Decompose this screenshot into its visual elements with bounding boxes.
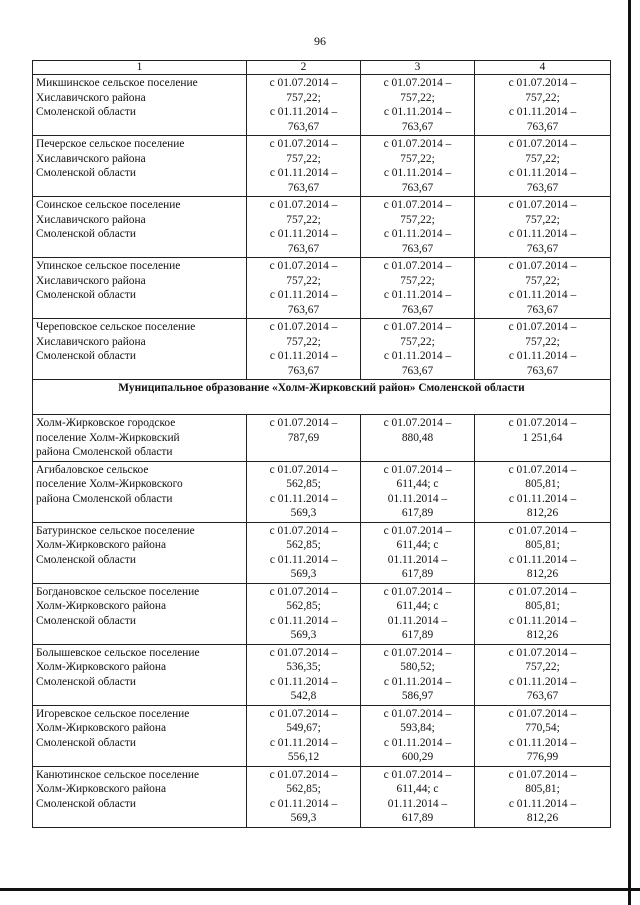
cell-line: 757,22; — [286, 274, 321, 287]
tariff-col-4 — [475, 705, 611, 766]
cell-line: с 01.11.2014 – — [508, 106, 577, 118]
cell-line: с 01.07.2014 – — [508, 199, 577, 211]
tariff-col-2 — [247, 766, 361, 827]
cell-line: 812,26 — [526, 568, 559, 580]
cell-line: 569,3 — [290, 812, 317, 824]
cell-line: с 01.11.2014 – — [508, 228, 577, 240]
cell-line: 562,85; — [286, 478, 321, 490]
cell-line: Упинское сельское поселение — [36, 260, 181, 272]
cell-line: 880,48 — [401, 431, 434, 444]
cell-line: с 01.11.2014 – — [508, 350, 577, 362]
cell-line: Батуринское сельское поселение — [36, 524, 195, 537]
cell-line: 617,89 — [401, 629, 434, 641]
cell-line: с 01.07.2014 – — [508, 585, 577, 598]
cell-line: 1 251,64 — [522, 431, 563, 444]
cell-line: 812,26 — [526, 629, 559, 641]
column-header-2: 2 — [247, 61, 361, 75]
settlement-name — [33, 461, 247, 522]
cell-line: 812,26 — [526, 812, 559, 824]
settlement-name — [33, 415, 247, 462]
cell-line: 763,67 — [526, 120, 559, 133]
scan-edge-line — [628, 0, 631, 905]
cell-line: с 01.07.2014 – — [383, 417, 452, 429]
cell-line: с 01.11.2014 – — [508, 167, 577, 179]
cell-line: Смоленской области — [36, 228, 136, 240]
cell-line: с 01.07.2014 – — [508, 77, 577, 89]
cell-line: с 01.07.2014 – — [269, 138, 338, 150]
cell-line: с 01.11.2014 – — [383, 675, 452, 688]
cell-line: Холм-Жирковского района — [36, 600, 167, 612]
table-row — [33, 258, 611, 319]
cell-line: Череповское сельское поселение — [36, 321, 196, 333]
cell-line: с 01.11.2014 – — [269, 736, 338, 749]
cell-line: с 01.11.2014 – — [508, 553, 577, 566]
cell-line: 617,89 — [401, 568, 434, 580]
cell-line: Смоленской области — [36, 553, 136, 566]
cell-line: с 01.11.2014 – — [269, 553, 338, 566]
cell-line: с 01.07.2014 – — [269, 321, 338, 333]
cell-line: Смоленской области — [36, 614, 136, 627]
cell-line: 763,67 — [401, 303, 434, 316]
scan-bottom-line — [0, 888, 640, 891]
cell-line: 617,89 — [401, 507, 434, 519]
cell-line: с 01.07.2014 – — [269, 524, 338, 537]
cell-line: с 01.11.2014 – — [508, 675, 577, 688]
settlement-name — [33, 705, 247, 766]
cell-line: 757,22; — [286, 213, 321, 226]
cell-line: 580,52; — [400, 661, 435, 673]
cell-line: Канютинское сельское поселение — [36, 768, 200, 781]
cell-line: Болышевское сельское поселение — [36, 646, 200, 659]
cell-line: 01.11.2014 – — [387, 797, 448, 810]
tariff-col-4 — [475, 319, 611, 380]
table-row — [33, 319, 611, 380]
table-row — [33, 136, 611, 197]
tariff-col-4 — [475, 522, 611, 583]
tariff-col-3 — [361, 75, 475, 136]
cell-line: 562,85; — [286, 600, 321, 612]
cell-line: 556,12 — [287, 751, 320, 763]
cell-line: Хиславичского района — [36, 274, 146, 287]
cell-line: Хиславичского района — [36, 335, 146, 348]
tariff-col-2 — [247, 705, 361, 766]
cell-line: с 01.11.2014 – — [269, 675, 338, 688]
cell-line: с 01.07.2014 – — [269, 417, 338, 429]
cell-line: с 01.07.2014 – — [269, 463, 338, 476]
tariff-col-4 — [475, 415, 611, 462]
cell-line: Хиславичского района — [36, 152, 146, 165]
table-row — [33, 461, 611, 522]
cell-line: 763,67 — [401, 181, 434, 194]
cell-line: 611,44; с — [396, 783, 439, 795]
tariff-col-2 — [247, 522, 361, 583]
tariff-col-3 — [361, 461, 475, 522]
tariff-col-3 — [361, 319, 475, 380]
cell-line: с 01.07.2014 – — [508, 524, 577, 537]
cell-line: с 01.07.2014 – — [508, 321, 577, 333]
cell-line: с 01.07.2014 – — [383, 321, 452, 333]
cell-line: с 01.11.2014 – — [269, 106, 338, 118]
cell-line: с 01.07.2014 – — [383, 138, 452, 150]
cell-line: района Смоленской области — [36, 446, 173, 458]
cell-line: Холм-Жирковского района — [36, 539, 167, 551]
page-number: 96 — [314, 34, 326, 48]
cell-line: 757,22; — [400, 274, 435, 287]
cell-line: поселение Холм-Жирковского — [36, 478, 183, 490]
cell-line: Агибаловское сельское — [36, 463, 149, 476]
tariff-col-3 — [361, 415, 475, 462]
settlement-name — [33, 583, 247, 644]
cell-line: Смоленской области — [36, 350, 136, 362]
cell-line: с 01.07.2014 – — [269, 768, 338, 781]
cell-line: 812,26 — [526, 507, 559, 519]
table-row — [33, 415, 611, 462]
cell-line: с 01.07.2014 – — [508, 138, 577, 150]
cell-line: 757,22; — [400, 213, 435, 226]
cell-line: Микшинское сельское поселение — [36, 77, 198, 89]
tariff-col-4 — [475, 461, 611, 522]
cell-line: поселение Холм-Жирковский — [36, 431, 180, 444]
cell-line: с 01.11.2014 – — [269, 492, 338, 505]
cell-line: Смоленской области — [36, 736, 136, 749]
cell-line: 757,22; — [286, 152, 321, 165]
settlement-name — [33, 766, 247, 827]
cell-line: с 01.07.2014 – — [383, 585, 452, 598]
cell-line: 763,67 — [526, 181, 559, 194]
cell-line: 763,67 — [401, 364, 434, 377]
cell-line: с 01.07.2014 – — [383, 199, 452, 211]
settlement-name — [33, 197, 247, 258]
cell-line: Хиславичского района — [36, 91, 146, 104]
cell-line: с 01.07.2014 – — [269, 707, 338, 720]
tariff-col-3 — [361, 644, 475, 705]
cell-line: 617,89 — [401, 812, 434, 824]
cell-line: Игоревское сельское поселение — [36, 707, 190, 720]
tariff-col-3 — [361, 522, 475, 583]
tariff-col-4 — [475, 136, 611, 197]
cell-line: с 01.11.2014 – — [383, 106, 452, 118]
cell-line: с 01.07.2014 – — [383, 260, 452, 272]
tariff-col-2 — [247, 461, 361, 522]
cell-line: с 01.07.2014 – — [383, 768, 452, 781]
cell-line: 611,44; с — [396, 539, 439, 551]
cell-line: с 01.07.2014 – — [269, 585, 338, 598]
cell-line: 611,44; с — [396, 478, 439, 490]
cell-line: с 01.07.2014 – — [269, 260, 338, 272]
table-row — [33, 75, 611, 136]
cell-line: 542,8 — [290, 690, 317, 702]
cell-line: Смоленской области — [36, 289, 136, 301]
cell-line: с 01.07.2014 – — [383, 707, 452, 720]
tariff-col-4 — [475, 197, 611, 258]
cell-line: с 01.07.2014 – — [508, 417, 577, 429]
table-row — [33, 644, 611, 705]
tariff-col-2 — [247, 75, 361, 136]
cell-line: 763,67 — [287, 303, 320, 316]
cell-line: Богдановское сельское поселение — [36, 585, 200, 598]
cell-line: 763,67 — [526, 303, 559, 316]
cell-line: 01.11.2014 – — [387, 614, 448, 627]
cell-line: с 01.07.2014 – — [508, 463, 577, 476]
tariff-col-4 — [475, 75, 611, 136]
table-row — [33, 766, 611, 827]
cell-line: 770,54; — [525, 722, 560, 734]
column-header-1: 1 — [33, 61, 247, 75]
cell-line: 01.11.2014 – — [387, 553, 448, 566]
cell-line: с 01.07.2014 – — [508, 768, 577, 781]
cell-line: с 01.11.2014 – — [508, 736, 577, 749]
cell-line: 600,29 — [401, 751, 434, 763]
tariff-col-3 — [361, 136, 475, 197]
cell-line: 757,22; — [400, 335, 435, 348]
tariff-col-4 — [475, 583, 611, 644]
cell-line: 763,67 — [287, 364, 320, 377]
cell-line: с 01.11.2014 – — [383, 736, 452, 749]
cell-line: с 01.11.2014 – — [383, 350, 452, 362]
cell-line: Смоленской области — [36, 106, 136, 118]
tariff-table — [32, 60, 611, 828]
table-row — [33, 583, 611, 644]
cell-line: 805,81; — [525, 539, 560, 551]
cell-line: с 01.11.2014 – — [269, 350, 338, 362]
cell-line: Холм-Жирковского района — [36, 661, 167, 673]
cell-line: с 01.07.2014 – — [269, 199, 338, 211]
cell-line: с 01.11.2014 – — [508, 797, 577, 810]
cell-line: с 01.11.2014 – — [269, 614, 338, 627]
cell-line: 763,67 — [287, 242, 320, 255]
cell-line: 536,35; — [286, 661, 321, 673]
cell-line: Холм-Жирковское городское — [36, 417, 176, 429]
cell-line: 757,22; — [525, 152, 560, 165]
cell-line: района Смоленской области — [36, 492, 173, 505]
cell-line: 757,22; — [286, 335, 321, 348]
cell-line: с 01.07.2014 – — [508, 707, 577, 720]
cell-line: Печерское сельское поселение — [36, 138, 185, 150]
cell-line: 805,81; — [525, 783, 560, 795]
tariff-col-4 — [475, 766, 611, 827]
cell-line: 757,22; — [525, 91, 560, 104]
cell-line: 763,67 — [287, 181, 320, 194]
settlement-name — [33, 644, 247, 705]
cell-line: 01.11.2014 – — [387, 492, 448, 505]
tariff-col-2 — [247, 258, 361, 319]
cell-line: 763,67 — [526, 242, 559, 255]
cell-line: 569,3 — [290, 568, 317, 580]
table-row — [33, 705, 611, 766]
tariff-col-2 — [247, 197, 361, 258]
tariff-col-3 — [361, 258, 475, 319]
cell-line: с 01.11.2014 – — [508, 614, 577, 627]
cell-line: Холм-Жирковского района — [36, 722, 167, 734]
tariff-col-2 — [247, 319, 361, 380]
tariff-col-2 — [247, 136, 361, 197]
cell-line: 763,67 — [401, 242, 434, 255]
settlement-name — [33, 136, 247, 197]
cell-line: с 01.07.2014 – — [383, 524, 452, 537]
settlement-name — [33, 258, 247, 319]
cell-line: 757,22; — [525, 274, 560, 287]
cell-line: с 01.11.2014 – — [508, 492, 577, 505]
cell-line: 805,81; — [525, 600, 560, 612]
cell-line: 805,81; — [525, 478, 560, 490]
cell-line: Смоленской области — [36, 797, 136, 810]
cell-line: 562,85; — [286, 783, 321, 795]
section-title: Муниципальное образование «Холм-Жирковский район» Смоленской области — [33, 380, 611, 415]
cell-line: 763,67 — [287, 120, 320, 133]
tariff-col-2 — [247, 415, 361, 462]
cell-line: 757,22; — [400, 91, 435, 104]
cell-line: с 01.11.2014 – — [269, 797, 338, 810]
cell-line: с 01.11.2014 – — [269, 289, 338, 301]
cell-line: 757,22; — [286, 91, 321, 104]
section-row — [33, 380, 611, 415]
cell-line: 611,44; с — [396, 600, 439, 612]
cell-line: Соинское сельское поселение — [36, 199, 181, 211]
table-row — [33, 197, 611, 258]
cell-line: 787,69 — [287, 431, 320, 444]
cell-line: с 01.11.2014 – — [383, 289, 452, 301]
cell-line: с 01.11.2014 – — [383, 167, 452, 179]
cell-line: с 01.07.2014 – — [269, 646, 338, 659]
cell-line: 569,3 — [290, 507, 317, 519]
cell-line: Холм-Жирковского района — [36, 783, 167, 795]
cell-line: Смоленской области — [36, 167, 136, 179]
cell-line: с 01.07.2014 – — [383, 77, 452, 89]
cell-line: 763,67 — [526, 364, 559, 377]
column-header-3: 3 — [361, 61, 475, 75]
tariff-col-4 — [475, 258, 611, 319]
settlement-name — [33, 319, 247, 380]
tariff-col-2 — [247, 644, 361, 705]
cell-line: 776,99 — [526, 751, 559, 763]
table-row — [33, 522, 611, 583]
column-header-4: 4 — [475, 61, 611, 75]
cell-line: Хиславичского района — [36, 213, 146, 226]
cell-line: 757,22; — [400, 152, 435, 165]
cell-line: 562,85; — [286, 539, 321, 551]
cell-line: 586,97 — [401, 690, 434, 702]
cell-line: с 01.11.2014 – — [269, 167, 338, 179]
cell-line: с 01.07.2014 – — [508, 646, 577, 659]
header-row — [33, 61, 611, 75]
cell-line: Смоленской области — [36, 675, 136, 688]
tariff-col-3 — [361, 705, 475, 766]
cell-line: с 01.07.2014 – — [269, 77, 338, 89]
cell-line: с 01.07.2014 – — [383, 646, 452, 659]
cell-line: с 01.07.2014 – — [383, 463, 452, 476]
cell-line: 757,22; — [525, 213, 560, 226]
cell-line: с 01.11.2014 – — [508, 289, 577, 301]
cell-line: с 01.11.2014 – — [383, 228, 452, 240]
cell-line: 763,67 — [526, 690, 559, 702]
settlement-name — [33, 522, 247, 583]
tariff-col-3 — [361, 766, 475, 827]
tariff-col-3 — [361, 583, 475, 644]
cell-line: 593,84; — [400, 722, 435, 734]
tariff-col-4 — [475, 644, 611, 705]
tariff-col-3 — [361, 197, 475, 258]
cell-line: 549,67; — [286, 722, 321, 734]
cell-line: 763,67 — [401, 120, 434, 133]
cell-line: 569,3 — [290, 629, 317, 641]
cell-line: с 01.11.2014 – — [269, 228, 338, 240]
tariff-col-2 — [247, 583, 361, 644]
cell-line: с 01.07.2014 – — [508, 260, 577, 272]
cell-line: 757,22; — [525, 661, 560, 673]
cell-line: 757,22; — [525, 335, 560, 348]
settlement-name — [33, 75, 247, 136]
